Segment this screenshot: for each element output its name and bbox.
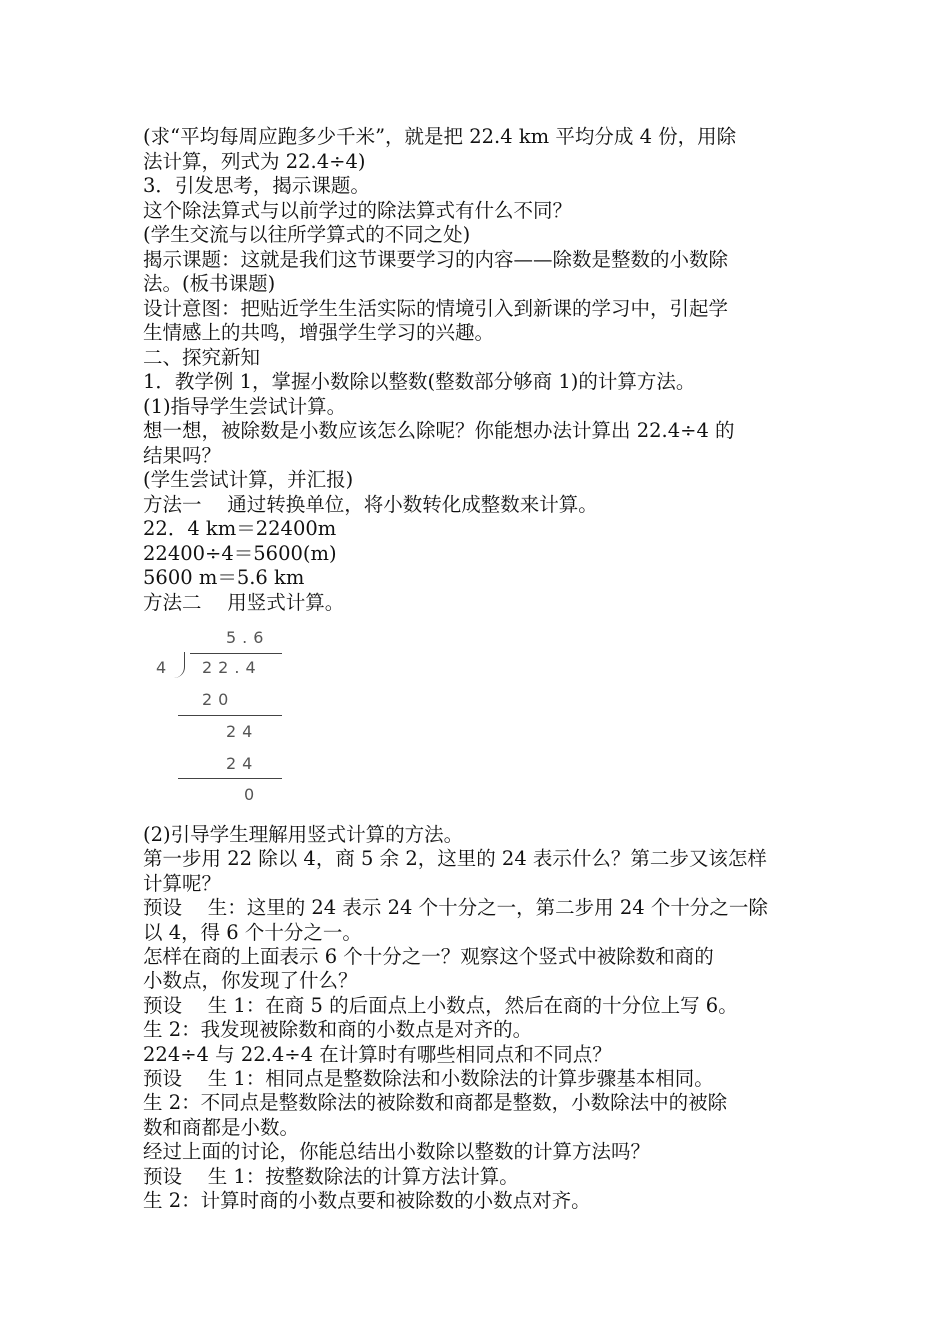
text-line: (2)引导学生理解用竖式计算的方法。 [143,823,464,846]
text-line: 224÷4 与 22.4÷4 在计算时有哪些相同点和不同点？ [143,1042,612,1066]
text-line: 怎样在商的上面表示 6 个十分之一？观察这个竖式中被除数和商的 [143,945,714,968]
text-line: 生 2：计算时商的小数点要和被除数的小数点对齐。 [143,1189,591,1212]
text-line: (学生尝试计算，并汇报) [143,468,354,491]
division-quotient: 5.6 [226,628,270,647]
text-line: 3．引发思考，揭示课题。 [143,174,370,197]
text-line: 法计算，列式为 22.4÷4) [143,149,366,173]
text-line: 想一想，被除数是小数应该怎么除呢？你能想办法计算出 22.4÷4 的 [143,419,735,442]
text-line: 法。(板书课题) [143,272,276,295]
text-line: 以 4，得 6 个十分之一。 [143,920,362,944]
division-step2: 24 [226,722,259,741]
text-line: 生情感上的共鸣，增强学生学习的兴趣。 [143,321,495,344]
division-rule-2 [178,778,282,779]
text-line: 5600 m＝5.6 km [143,566,305,589]
text-line: 方法二 用竖式计算。 [143,590,345,614]
text-line: 经过上面的讨论，你能总结出小数除以整数的计算方法吗？ [143,1140,651,1164]
text-line: 预设 生 1：按整数除法的计算方法计算。 [143,1164,519,1188]
text-line: 方法一 通过转换单位，将小数转化成整数来计算。 [143,492,598,516]
text-line: 小数点，你发现了什么？ [143,969,358,993]
text-line: 22．4 km＝22400m [143,517,337,540]
division-rule-1 [178,715,282,716]
text-line: 预设 生 1：在商 5 的后面点上小数点，然后在商的十分位上写 6。 [143,993,738,1017]
division-remainder: 0 [244,785,261,804]
text-line: 第一步用 22 除以 4，商 5 余 2，这里的 24 表示什么？第二步又该怎样 [143,847,767,871]
text-line: (求“平均每周应跑多少千米”，就是把 22.4 km 平均分成 4 份，用除 [143,125,737,148]
division-dividend: 22.4 [202,658,262,677]
division-step3: 24 [226,754,259,773]
text-line: 计算呢？ [143,871,222,895]
text-line: 这个除法算式与以前学过的除法算式有什么不同？ [143,198,573,222]
text-line: 生 2：不同点是整数除法的被除数和商都是整数，小数除法中的被除 [143,1091,728,1115]
text-line: (1)指导学生尝试计算。 [143,394,347,418]
division-top-rule [190,653,282,654]
division-step1: 20 [202,690,235,709]
text-line: 1．教学例 1，掌握小数除以整数(整数部分够商 1)的计算方法。 [143,370,696,393]
text-line: 二、探究新知 [143,345,261,369]
text-line: 数和商都是小数。 [143,1115,300,1139]
text-line: 结果吗？ [143,443,222,467]
text-line: 设计意图：把贴近学生生活实际的情境引入到新课的学习中，引起学 [143,296,729,320]
text-line: 预设 生 1：相同点是整数除法和小数除法的计算步骤基本相同。 [143,1067,714,1090]
text-line: 预设 生：这里的 24 表示 24 个十分之一，第二步用 24 个十分之一除 [143,896,768,920]
text-line: 揭示课题：这就是我们这节课要学习的内容——除数是整数的小数除 [143,247,729,271]
division-divisor: 4 [156,658,173,677]
text-line: (学生交流与以往所学算式的不同之处) [143,223,471,246]
division-bracket [174,652,185,678]
text-line: 22400÷4＝5600(m) [143,541,337,565]
long-division [150,628,290,808]
text-line: 生 2：我发现被除数和商的小数点是对齐的。 [143,1018,533,1042]
